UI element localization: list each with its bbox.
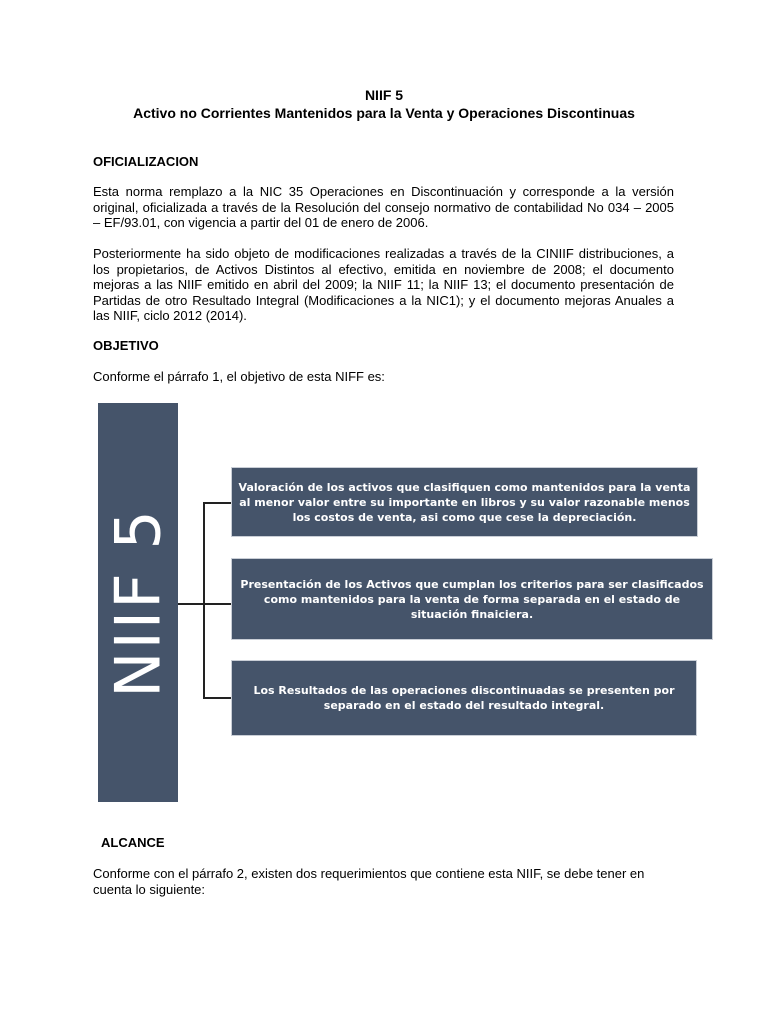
document-title: NIIF 5 (364, 87, 404, 103)
connector-branch-2 (203, 603, 231, 605)
heading-oficializacion: OFICIALIZACION (93, 154, 199, 169)
objective-box-2: Presentación de los Activos que cumplan los criterios para ser clasificados como mantenidos para la venta de forma separada en el estado de situación finaiciera. (231, 558, 713, 640)
paragraph-objetivo: Conforme el párrafo 1, el objetivo de esta NIFF es: (93, 369, 385, 384)
paragraph-alcance: Conforme con el párrafo 2, existen dos requerimientos que contiene esta NIIF, se debe tener en cuenta lo siguiente: (93, 866, 645, 897)
connector-branch-3 (203, 697, 231, 699)
paragraph-oficializacion-1: Esta norma remplazo a la NIC 35 Operaciones en Discontinuación y corresponde a la versión original, oficializada a través de la Resolución del consejo normativo de contabilidad No 034 – 2005 – EF/93.01, con vigencia a partir del 01 de enero de 2006. (93, 184, 674, 230)
paragraph-oficializacion-2: Posteriormente ha sido objeto de modificaciones realizadas a través de la CINIIF distribuciones, a los propietarios, de Activos Distintos al efectivo, emitida en noviembre de 2008; el documento mejoras a las NIIF emitido en abril del 2009; la NIIF 11; la NIIF 13; el documento presentación de Partidas de otro Resultado Integral (Modificaciones a la NIC1); y el documento mejoras Anuales a las NIIF, ciclo 2012 (2014). (93, 246, 674, 323)
niif5-bar-label: NIIF 5 (101, 507, 175, 698)
objective-box-1: Valoración de los activos que clasifiquen como mantenidos para la venta al menor valor entre su importante en libros y su valor razonable menos los costos de venta, asi como que cese la depreciación. (231, 467, 698, 537)
connector-vertical (203, 502, 205, 698)
connector-branch-1 (203, 502, 231, 504)
niif5-bar (98, 403, 178, 802)
heading-objetivo: OBJETIVO (93, 338, 159, 353)
heading-alcance: ALCANCE (101, 835, 165, 850)
document-subtitle: Activo no Corrientes Mantenidos para la Venta y Operaciones Discontinuas (133, 105, 635, 121)
objective-box-3: Los Resultados de las operaciones discontinuadas se presenten por separado en el estado del resultado integral. (231, 660, 697, 736)
connector-main (178, 603, 204, 605)
